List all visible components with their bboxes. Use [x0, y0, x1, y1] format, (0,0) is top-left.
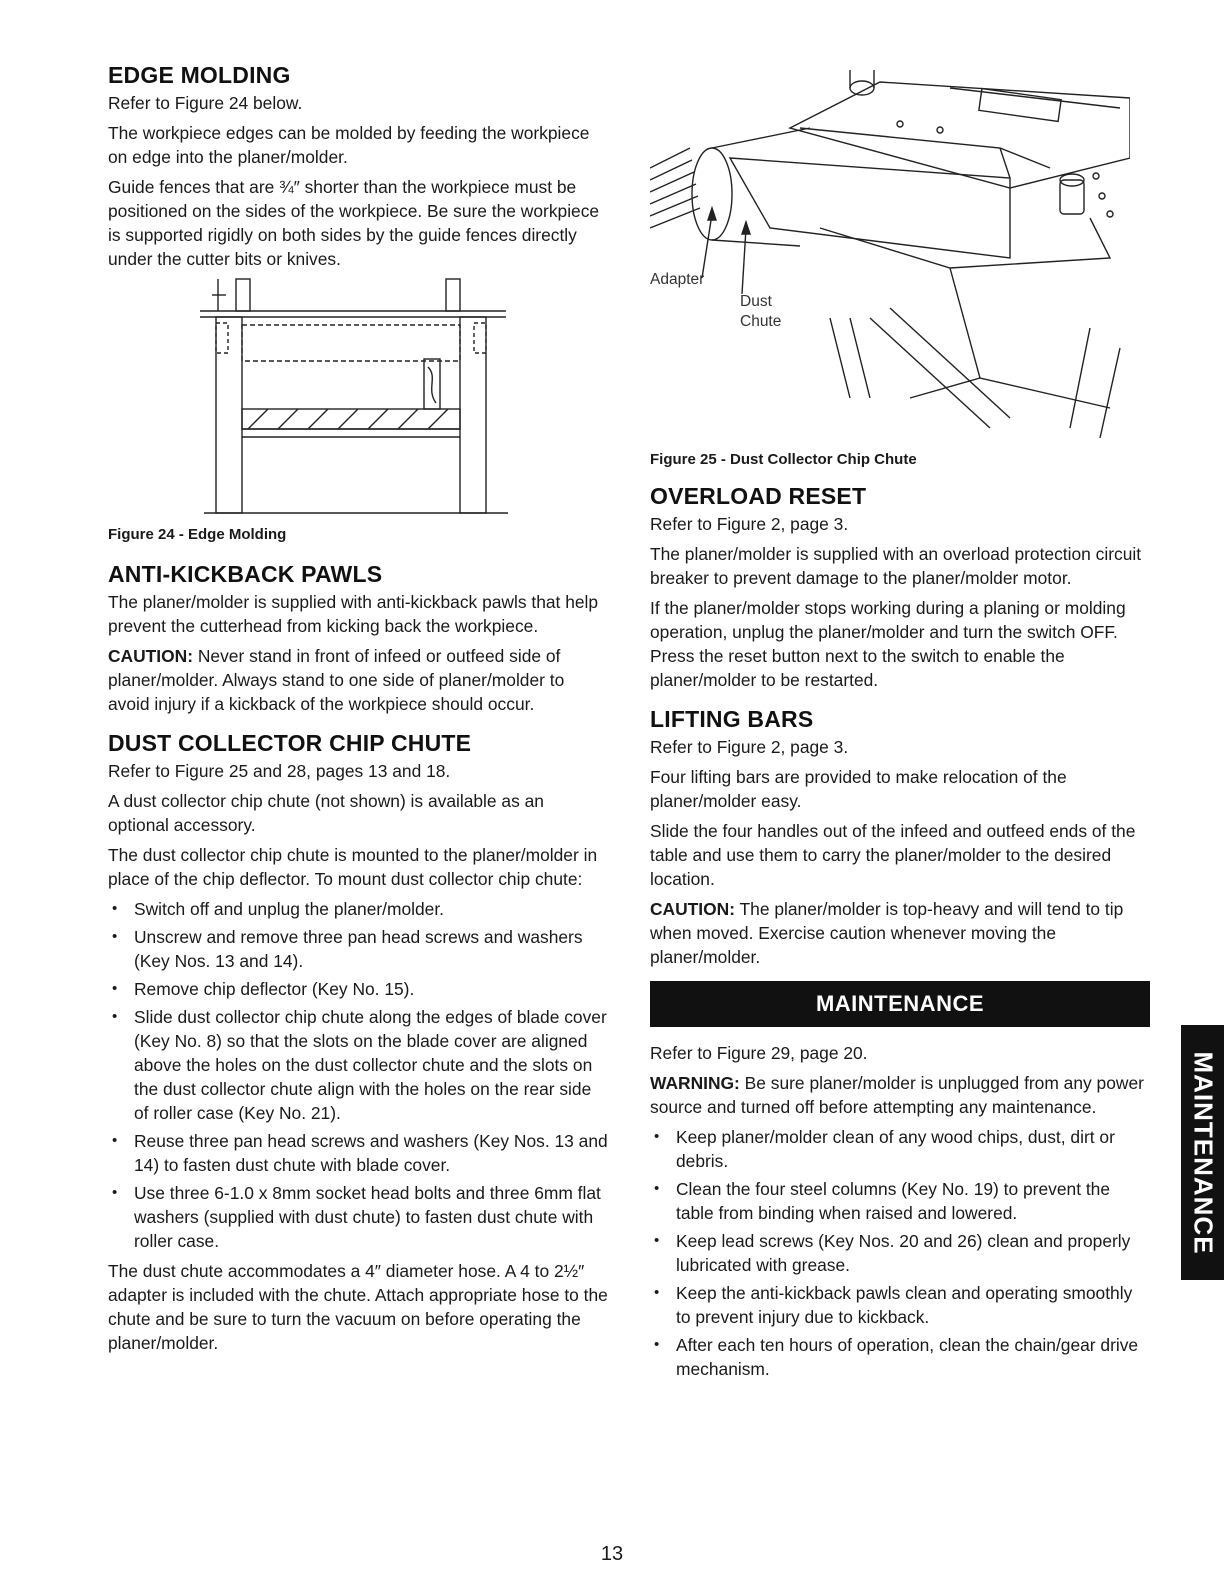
side-tab-label: MAINTENANCE	[1188, 1050, 1218, 1255]
dust-chute-ref: Refer to Figure 25 and 28, pages 13 and 18.	[108, 761, 451, 781]
edge-molding-p1: The workpiece edges can be molded by feeding the workpiece on edge into the planer/molder.	[108, 123, 590, 167]
warning-text: Be sure planer/molder is unplugged from any power source and turned off before attempting any maintenance.	[650, 1073, 1144, 1117]
list-item: • Keep planer/molder clean of any wood chips, dust, dirt or debris.	[650, 1125, 1150, 1173]
edge-molding-illustration	[108, 277, 508, 517]
maintenance-list	[650, 1125, 1150, 1381]
list-item: • Keep lead screws (Key Nos. 20 and 26) clean and properly lubricated with grease.	[650, 1229, 1150, 1277]
anti-kickback-caution	[108, 644, 608, 716]
overload-ref: Refer to Figure 2, page 3.	[650, 514, 849, 534]
overload-p2: If the planer/molder stops working during a planing or molding operation, unplug the planer/molder and turn the switch OFF. Press the reset button next to the switch to enable the planer/molder to be restarted.	[650, 598, 1126, 690]
dust-chute-section	[108, 730, 608, 1355]
list-item: • Clean the four steel columns (Key No. 19) to prevent the table from binding when raised and lowered.	[650, 1177, 1150, 1225]
overload-p1: The planer/molder is supplied with an overload protection circuit breaker to prevent damage to the planer/molder motor.	[650, 544, 1142, 588]
page-number: 13	[600, 1543, 624, 1565]
dust-chute-illustration	[650, 68, 1130, 438]
list-item: • Reuse three pan head screws and washers (Key Nos. 13 and 14) to fasten dust chute with blade cover.	[108, 1129, 608, 1177]
warning-label: WARNING:	[650, 1073, 740, 1093]
list-item: • Slide dust collector chip chute along the edges of blade cover (Key No. 8) so that the slots on the blade cover are aligned above the holes on the dust collector chute and the slots on the dust collector chute align with the holes on the rear side of roller case (Key No. 21).	[108, 1005, 608, 1125]
list-item: • Remove chip deflector (Key No. 15).	[108, 977, 608, 1001]
maintenance-banner: MAINTENANCE	[650, 981, 1150, 1027]
right-column	[650, 483, 1150, 1387]
anti-kickback-p1: The planer/molder is supplied with anti-kickback pawls that help prevent the cutterhead from kicking back the workpiece.	[108, 592, 599, 636]
lifting-ref: Refer to Figure 2, page 3.	[650, 737, 849, 757]
list-item: • After each ten hours of operation, clean the chain/gear drive mechanism.	[650, 1333, 1150, 1381]
caution-text: The planer/molder is top-heavy and will tend to tip when moved. Exercise caution whenever moving the planer/molder.	[650, 899, 1124, 967]
list-item: • Unscrew and remove three pan head screws and washers (Key Nos. 13 and 14).	[108, 925, 608, 973]
chute-label: Chute	[740, 313, 782, 330]
caution-label: CAUTION:	[650, 899, 736, 919]
dust-chute-p3: The dust chute accommodates a 4″ diameter hose. A 4 to 2½″ adapter is included with the chute. Attach appropriate hose to the chute and be sure to turn the vacuum on before operating the planer/molder.	[108, 1261, 608, 1353]
dust-chute-p1: A dust collector chip chute (not shown) is available as an optional accessory.	[108, 791, 544, 835]
adapter-label: Adapter	[650, 271, 705, 288]
lifting-p1: Four lifting bars are provided to make relocation of the planer/molder easy.	[650, 767, 1067, 811]
dust-chute-p2: The dust collector chip chute is mounted to the planer/molder in place of the chip deflector. To mount dust collector chip chute:	[108, 845, 598, 889]
edge-molding-ref: Refer to Figure 24 below.	[108, 93, 303, 113]
figure-24-edge-molding-diagram	[108, 277, 508, 517]
figure-25-caption: Figure 25 - Dust Collector Chip Chute	[650, 451, 917, 468]
edge-molding-heading: EDGE MOLDING	[108, 62, 291, 88]
list-item: • Switch off and unplug the planer/molder.	[108, 897, 608, 921]
dust-label: Dust	[740, 293, 772, 310]
edge-molding-p2: Guide fences that are ¾″ shorter than the workpiece must be positioned on the sides of the workpiece. Be sure the workpiece is supported rigidly on both sides by the guide fences directly under the cutter bits or knives.	[108, 177, 600, 269]
overload-reset-section	[650, 483, 1150, 692]
lifting-p2: Slide the four handles out of the infeed and outfeed ends of the table and use them to carry the planer/molder to the desired location.	[650, 821, 1136, 889]
lifting-bars-section	[650, 706, 1150, 969]
maintenance-warning	[650, 1071, 1150, 1119]
anti-kickback-heading: ANTI-KICKBACK PAWLS	[108, 561, 383, 587]
figure-25-dust-chute-diagram	[650, 68, 1130, 438]
list-item: • Keep the anti-kickback pawls clean and operating smoothly to prevent injury due to kickback.	[650, 1281, 1150, 1329]
anti-kickback-section	[108, 561, 608, 716]
figure-24-caption: Figure 24 - Edge Molding	[108, 526, 287, 543]
edge-molding-section	[108, 62, 608, 547]
lifting-heading: LIFTING BARS	[650, 706, 814, 732]
dust-chute-heading: DUST COLLECTOR CHIP CHUTE	[108, 730, 472, 756]
maintenance-side-tab	[1181, 1025, 1224, 1280]
overload-heading: OVERLOAD RESET	[650, 483, 867, 509]
dust-chute-steps	[108, 897, 608, 1253]
caution-label: CAUTION:	[108, 646, 194, 666]
lifting-caution	[650, 897, 1150, 969]
list-item: • Use three 6-1.0 x 8mm socket head bolts and three 6mm flat washers (supplied with dust chute) to fasten dust chute with roller case.	[108, 1181, 608, 1253]
maintenance-section	[650, 1041, 1150, 1381]
left-column	[108, 62, 608, 1361]
maintenance-ref: Refer to Figure 29, page 20.	[650, 1043, 868, 1063]
caution-text: Never stand in front of infeed or outfeed side of planer/molder. Always stand to one side of planer/molder to avoid injury if a kickback of the workpiece should occur.	[108, 646, 565, 714]
